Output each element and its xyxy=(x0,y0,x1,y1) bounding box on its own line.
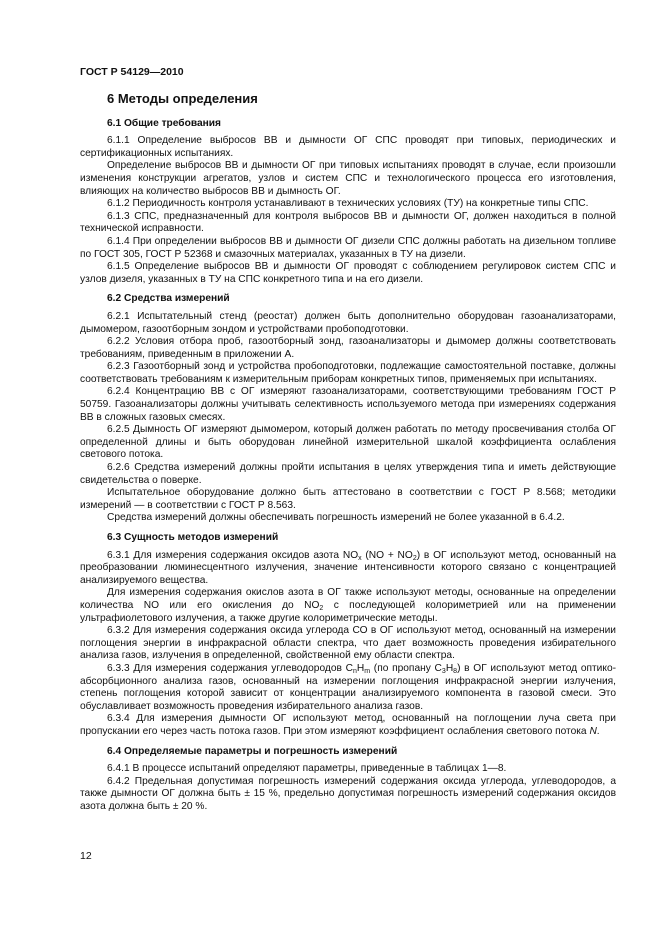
paragraph-6-2-5: 6.2.5 Дымность ОГ измеряют дымомером, который должен работать по методу просвечивания столба ОГ определенной длины и быть оборудован линейной измерительной шкалой коэффициента ослабления светового потока. xyxy=(80,424,616,461)
page-number: 12 xyxy=(80,850,92,862)
page-content xyxy=(80,88,616,813)
document-header: ГОСТ Р 54129—2010 xyxy=(80,66,184,78)
subscript: 2 xyxy=(319,604,324,612)
subsection-6-1-heading: 6.1 Общие требования xyxy=(107,117,221,129)
text-run: . xyxy=(596,725,600,737)
subsection-6-2-heading: 6.2 Средства измерений xyxy=(107,293,230,305)
paragraph-6-1-2: 6.1.2 Периодичность контроля устанавливают в технических условиях (ТУ) на конкретные типы СПС. xyxy=(107,198,589,210)
paragraph-6-1-5: 6.1.5 Определение выбросов ВВ и дымности ОГ проводят с соблюдением регулировок систем СПС и узлов дизеля, указанных в ТУ на СПС конкретного типа и на его дизели. xyxy=(80,261,616,285)
paragraph-6-1-3: 6.1.3 СПС, предназначенный для контроля выбросов ВВ и дымности ОГ, должен находиться в полной технической исправности. xyxy=(80,210,616,235)
paragraph-6-3-2: 6.3.2 Для измерения содержания оксида углерода СО в ОГ используют метод, основанный на измерении поглощения энергии в инфракрасной области спектра, что дает возможность проведения избирательного анализа газов, излучения в определенной, свойственной ему области спектра. xyxy=(80,625,616,662)
paragraph-6-2-7: Испытательное оборудование должно быть аттестовано в соответствии с ГОСТ Р 8.568; методики измерений — в соответствии с ГОСТ Р 8.563. xyxy=(80,487,616,511)
subscript: n xyxy=(353,667,357,675)
subsection-6-4-heading: 6.4 Определяемые параметры и погрешность измерений xyxy=(107,745,398,757)
subscript: 3 xyxy=(441,667,446,675)
paragraph-6-2-2: 6.2.2 Условия отбора проб, газоотборный зонд, газоанализаторы и дымомер должны соответствовать требованиям, приведенным в приложении А. xyxy=(80,336,616,360)
paragraph-6-1-1: 6.1.1 Определение выбросов ВВ и дымности ОГ СПС проводят при типовых, периодических и сертификационных испытаниях. xyxy=(80,135,616,159)
subscript: m xyxy=(364,667,371,675)
paragraph-6-3-1-cont xyxy=(80,587,616,625)
text-run: (по пропану С xyxy=(370,662,442,674)
paragraph-6-4-1: 6.4.1 В процессе испытаний определяют параметры, приведенные в таблицах 1—8. xyxy=(107,763,507,775)
paragraph-6-2-3: 6.2.3 Газоотборный зонд и устройства пробоподготовки, подлежащие самостоятельной поставке, должны соответствовать требованиям к измерительным приборам конкретных типов, применяемых при испытаниях. xyxy=(80,361,616,385)
paragraph-6-1-4: 6.1.4 При определении выбросов ВВ и дымности ОГ дизели СПС должны работать на дизельном топливе по ГОСТ 305, ГОСТ Р 52368 и смазочных материалах, указанных в ТУ на дизели. xyxy=(80,235,616,260)
paragraph-6-2-8: Средства измерений должны обеспечивать погрешность измерений не более указанной в 6.4.2. xyxy=(107,512,565,524)
paragraph-6-4-2: 6.4.2 Предельная допустимая погрешность измерений содержания оксида углерода, углеводородов, а также дымности ОГ должна быть ± 15 %, предельно допустимая погрешность измерений содержания оксидов азота должна быть ± 20 %. xyxy=(80,775,616,812)
italic-symbol: N xyxy=(589,725,597,737)
paragraph-6-2-4: 6.2.4 Концентрацию ВВ с ОГ измеряют газоанализаторами, соответствующими требованиям ГОСТ Р 50759. Газоанализаторы должны учитывать селективность используемого метода при измерениях содержания ВВ в сложных газовых смесях. xyxy=(80,386,616,423)
text-run: ) в ОГ используют метод, основанный на преобразовании люминесцентного излучения, значение интенсивности которого связано с концентрацией анализируемого вещества. xyxy=(80,549,616,586)
subscript: x xyxy=(358,554,362,562)
text-run: 6.3.1 Для измерения содержания оксидов азота NO xyxy=(107,549,359,561)
text-run: с последующей колориметрией или на применении ультрафиолетового излучения, а также другие колориметрические методы. xyxy=(80,599,616,624)
paragraph-6-3-4 xyxy=(80,713,616,738)
paragraph-6-1-1-cont: Определение выбросов ВВ и дымности ОГ при типовых испытаниях проводят в случае, если произошли изменения конструкции агрегатов, узлов и систем СПС и технологического процесса его изготовления, влияющих на количество выбросов ВВ и дымность ОГ. xyxy=(80,160,616,197)
subscript: 2 xyxy=(412,554,417,562)
text-run: Н xyxy=(356,662,365,674)
subscript: 8 xyxy=(453,667,458,675)
paragraph-6-2-6: 6.2.6 Средства измерений должны пройти испытания в целях утверждения типа и иметь действующие свидетельства о поверке. xyxy=(80,462,616,486)
text-run: Н xyxy=(445,662,454,674)
paragraph-6-2-1: 6.2.1 Испытательный стенд (реостат) должен быть дополнительно оборудован газоанализаторами, дымомером, газоотборным зондом и устройствами пробоподготовки. xyxy=(80,310,616,335)
text-run: 6.3.3 Для измерения содержания углеводородов С xyxy=(107,662,353,674)
text-run: ) в ОГ используют метод оптико-абсорбционного анализа газов, основанный на измерении поглощения инфракрасной энергии излучения, степень поглощения которой зависит от концентрации анализируемого компонента в газовой смеси. Это обуславливает возможность проведения избирательного анализа газов. xyxy=(80,662,616,712)
paragraph-6-3-1 xyxy=(80,550,616,588)
subsection-6-3-heading: 6.3 Сущность методов измерений xyxy=(107,532,279,543)
text-run: (NO + NO xyxy=(361,549,413,561)
paragraph-6-3-3 xyxy=(80,663,616,713)
text-run: 6.3.4 Для измерения дымности ОГ используют метод, основанный на поглощении луча света при пропускании его через часть потока газов. При этом измеряют коэффициент ослабления светового потока xyxy=(80,713,616,737)
text-run: Для измерения содержания окислов азота в ОГ также используют методы, основанные на определении количества NO или его окисления до NO xyxy=(80,587,616,611)
section-title: 6 Методы определения xyxy=(107,91,258,106)
